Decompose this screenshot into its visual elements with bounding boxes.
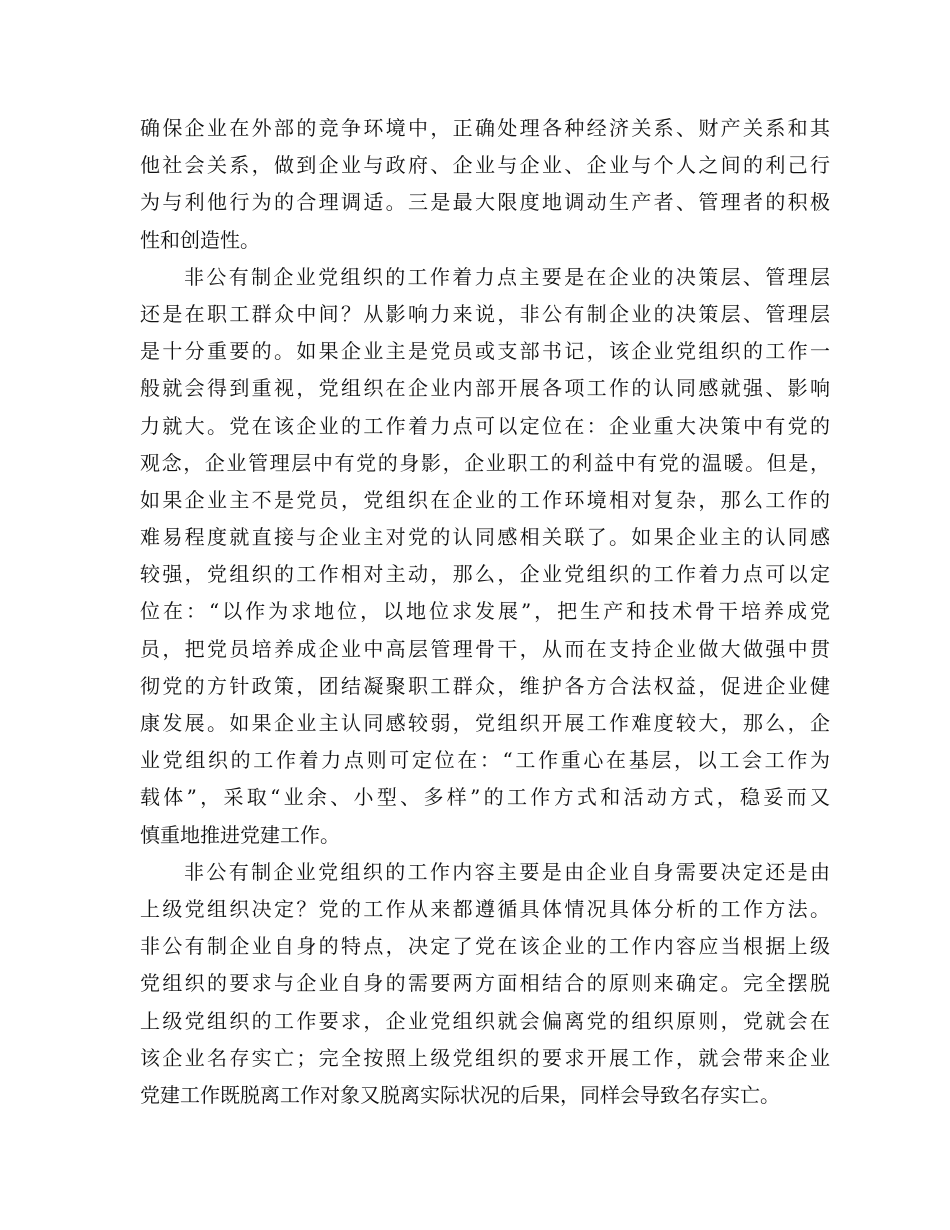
text-line: 康发展。如果企业主认同感较弱，党组织开展工作难度较大，那么，企 <box>140 711 830 735</box>
text-line: 党组织的要求与企业自身的需要两方面相结合的原则来确定。完全摆脱 <box>140 971 830 996</box>
text-line: 上级党组织决定？党的工作从来都遵循具体情况具体分析的工作方法。 <box>140 896 830 921</box>
text-line: 该企业名存实亡；完全按照上级党组织的要求开展工作，就会带来企业 <box>140 1045 830 1070</box>
text-line: 较强，党组织的工作相对主动，那么，企业党组织的工作着力点可以定 <box>140 562 830 587</box>
text-line: 党建工作既脱离工作对象又脱离实际状况的后果，同样会导致名存实亡。 <box>140 1082 780 1107</box>
text-line: 非公有制企业党组织的工作着力点主要是在企业的决策层、管理层 <box>184 264 830 289</box>
text-line: 力就大。党在该企业的工作着力点可以定位在：企业重大决策中有党的 <box>140 413 830 438</box>
text-line: 彻党的方针政策，团结凝聚职工群众，维护各方合法权益，促进企业健 <box>140 673 830 698</box>
text-line: 般就会得到重视，党组织在企业内部开展各项工作的认同感就强、影响 <box>140 376 830 401</box>
text-line: 位在：“以作为求地位，以地位求发展”，把生产和技术骨干培养成党 <box>140 599 830 624</box>
text-line: 确保企业在外部的竞争环境中，正确处理各种经济关系、财产关系和其 <box>140 116 830 140</box>
text-line: 如果企业主不是党员，党组织在企业的工作环境相对复杂，那么工作的 <box>140 487 830 512</box>
text-line: 性和创造性。 <box>140 227 260 252</box>
text-line: 上级党组织的工作要求，企业党组织就会偏离党的组织原则，党就会在 <box>140 1008 830 1033</box>
text-line: 非公有制企业党组织的工作内容主要是由企业自身需要决定还是由 <box>184 859 830 884</box>
text-line: 非公有制企业自身的特点，决定了党在该企业的工作内容应当根据上级 <box>140 934 830 959</box>
text-line: 业党组织的工作着力点则可定位在：“工作重心在基层，以工会工作为 <box>140 748 830 773</box>
text-line: 还是在职工群众中间？从影响力来说，非公有制企业的决策层、管理层 <box>140 301 830 326</box>
text-line: 员，把党员培养成企业中高层管理骨干，从而在支持企业做大做强中贯 <box>140 636 830 661</box>
text-line: 是十分重要的。如果企业主是党员或支部书记，该企业党组织的工作一 <box>140 339 830 364</box>
text-line: 载体”，采取“业余、小型、多样”的工作方式和活动方式，稳妥而又 <box>140 785 830 810</box>
document-body <box>140 110 830 1114</box>
text-line: 为与利他行为的合理调适。三是最大限度地调动生产者、管理者的积极 <box>140 190 830 215</box>
paragraph <box>140 854 830 1114</box>
paragraph <box>140 110 830 259</box>
text-line: 难易程度就直接与企业主对党的认同感相关联了。如果企业主的认同感 <box>140 525 830 550</box>
text-line: 观念，企业管理层中有党的身影，企业职工的利益中有党的温暖。但是， <box>140 450 830 475</box>
text-line: 他社会关系，做到企业与政府、企业与企业、企业与个人之间的利己行 <box>140 153 830 178</box>
paragraph <box>140 259 830 854</box>
text-line: 慎重地推进党建工作。 <box>140 822 340 847</box>
